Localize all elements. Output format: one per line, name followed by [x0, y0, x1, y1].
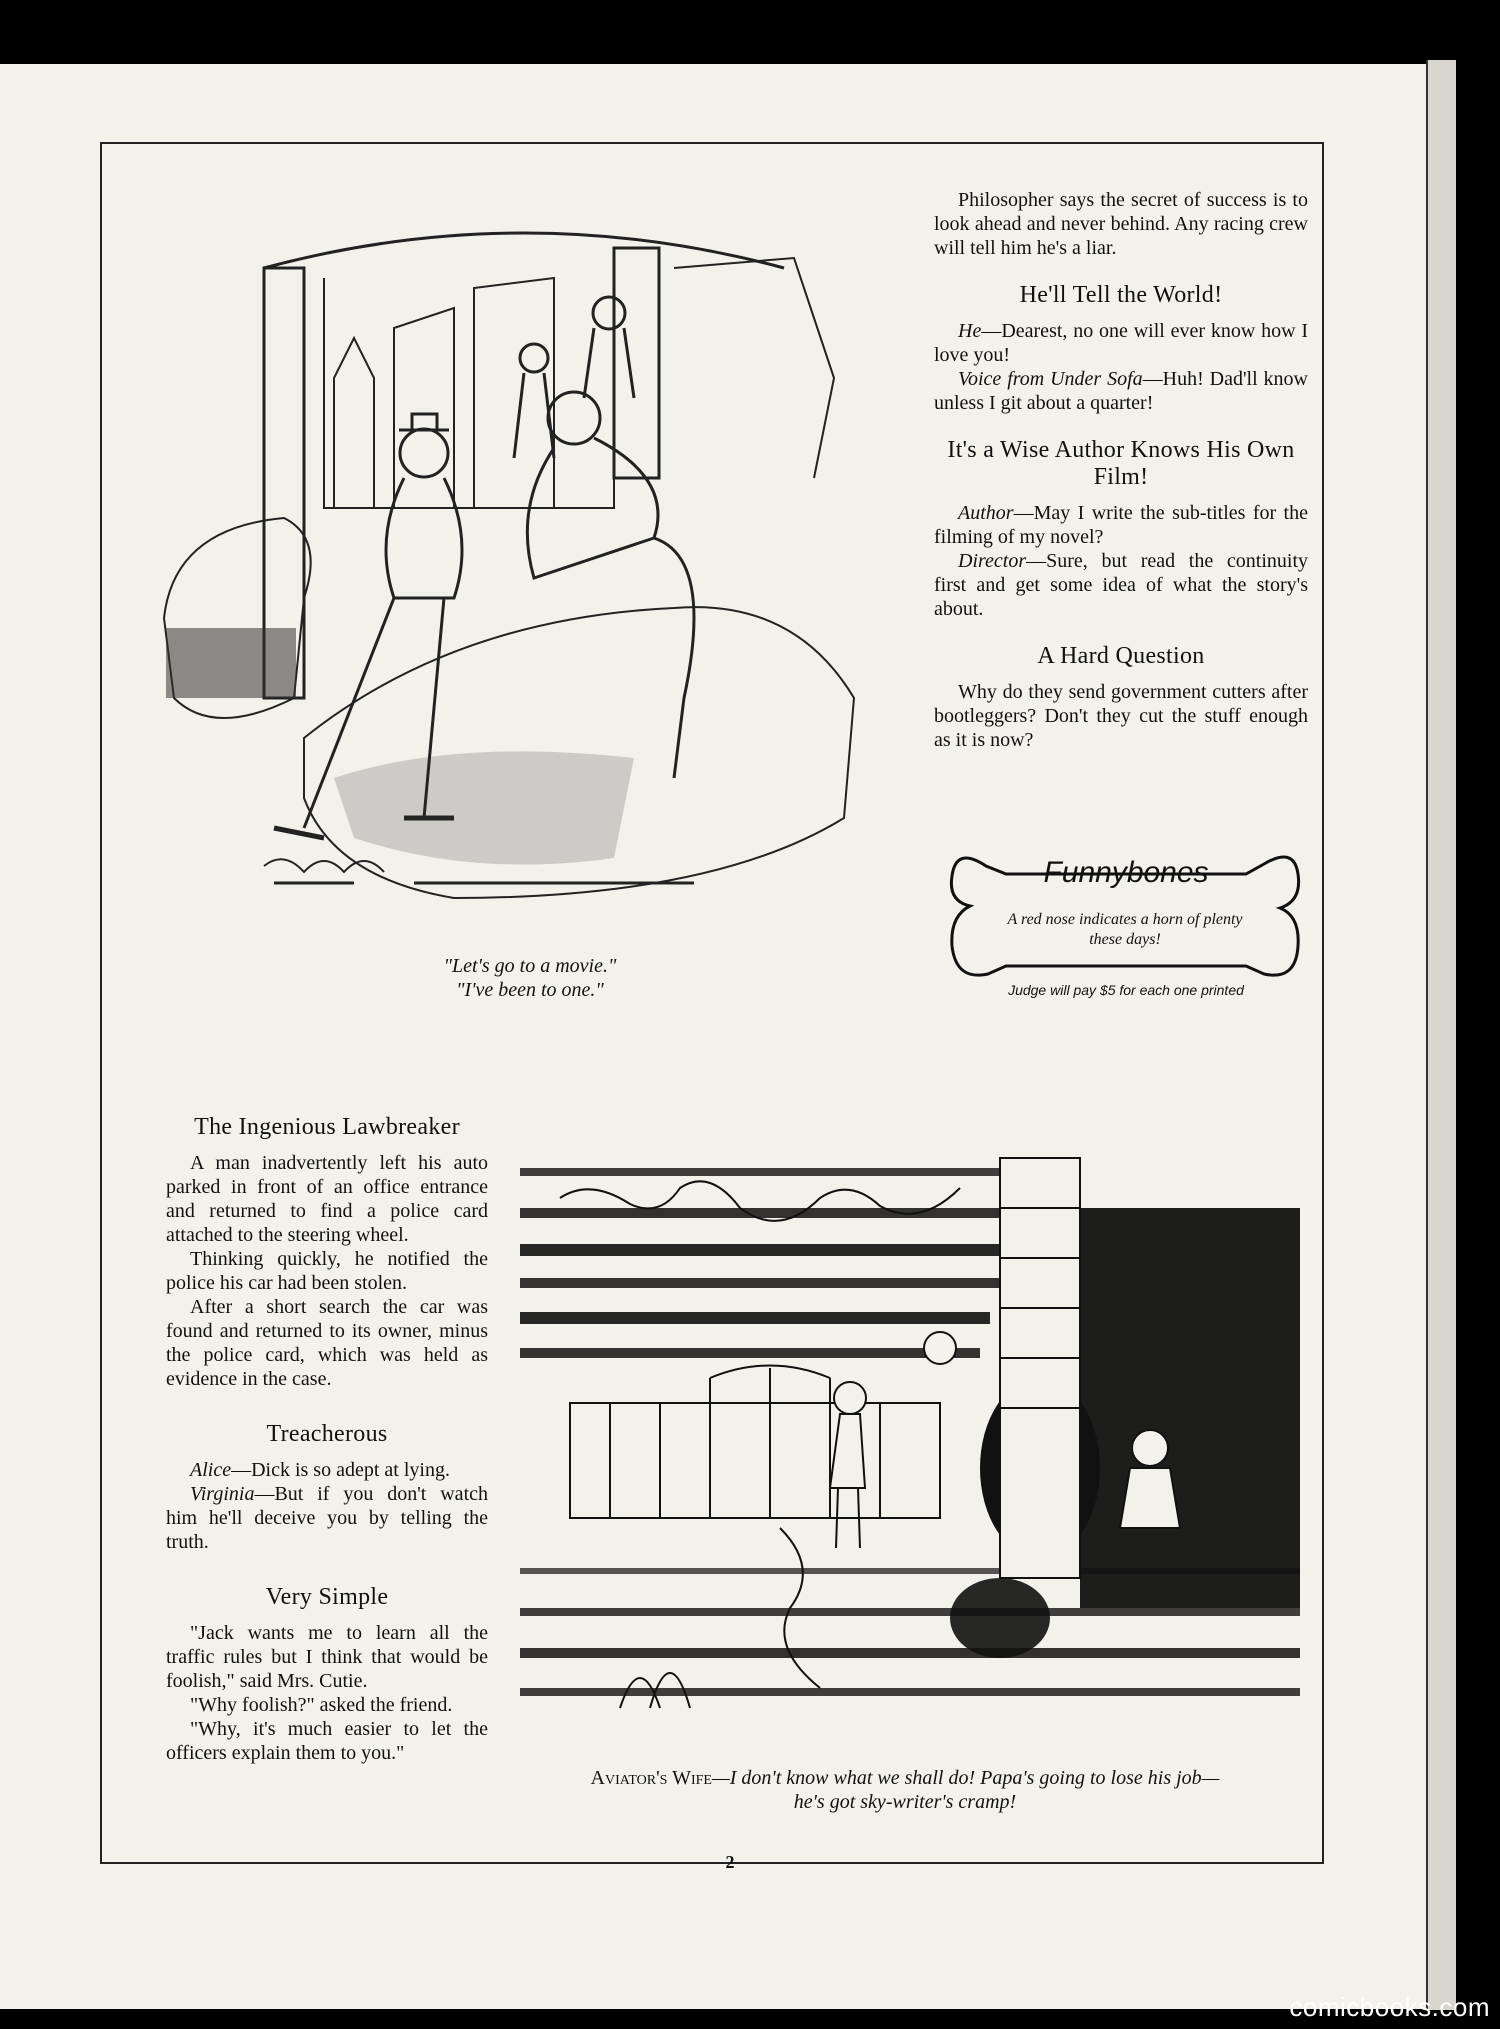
- wise-author-line-1-text: —May I write the sub-titles for the filming of my novel?: [934, 502, 1308, 548]
- speaker-alice: Alice: [190, 1459, 232, 1481]
- treacherous-line-2: [166, 1482, 488, 1554]
- ingenious-p1: A man inadvertently left his auto parked in front of an office entrance and returned to find a police card attached to the steering wheel.: [166, 1152, 488, 1246]
- cartoon-aviator-family-drawing: [520, 1148, 1300, 1716]
- aviator-caption-text-1: —I don't know what we shall do! Papa's going to lose his job—: [711, 1767, 1220, 1789]
- aviator-caption-line-2: he's got sky-writer's cramp!: [793, 1791, 1017, 1813]
- very-simple-p2: "Why foolish?" asked the friend.: [190, 1694, 453, 1716]
- watermark: comicbooks.com: [1289, 1992, 1490, 2022]
- aviator-caption-line-1: [510, 1766, 1300, 1790]
- funnybones-box: [946, 846, 1304, 1004]
- caption-line-2: "I've been to one.": [456, 979, 604, 1001]
- speaker-virginia: Virginia: [190, 1483, 255, 1505]
- speaker-voice-from-under-sofa: Voice from Under Sofa: [958, 368, 1143, 390]
- funnybones-joke: A red nose indicates a horn of plenty these days!: [1007, 911, 1243, 948]
- treacherous-line-1-text: —Dick is so adept at lying.: [231, 1459, 450, 1481]
- wise-author-line-1: [934, 501, 1308, 549]
- hard-question-text: Why do they send government cutters after bootleggers? Don't they cut the stuff enough as it is now?: [934, 681, 1308, 751]
- wise-author-line-2-text: —Sure, but read the continuity first and get some idea of what the story's about.: [934, 550, 1308, 620]
- treacherous-line-2-text: —But if you don't watch him he'll deceive you by telling the truth.: [166, 1483, 488, 1553]
- speaker-director: Director: [958, 550, 1027, 572]
- funnybones-footer: Judge will pay $5 for each one printed: [1008, 982, 1244, 998]
- hell-tell-line-1-text: —Dearest, no one will ever know how I love you!: [934, 320, 1308, 366]
- page-number: 2: [725, 1852, 735, 1872]
- cartoon-aviator-family: [520, 1148, 1300, 1716]
- hell-tell-line-2: [934, 367, 1308, 415]
- hell-tell-line-2-text: —Huh! Dad'll know unless I git about a quarter!: [934, 368, 1308, 414]
- left-column: [166, 1114, 488, 1765]
- hell-tell-line-1: [934, 319, 1308, 367]
- heading-wise-author: It's a Wise Author Knows His Own Film!: [947, 437, 1295, 490]
- very-simple-p1: "Jack wants me to learn all the traffic rules but I think that would be foolish," said Mrs. Cutie.: [166, 1622, 488, 1692]
- cartoon-club-room-drawing: [154, 178, 894, 928]
- cartoon-club-room-caption: [330, 954, 730, 1002]
- very-simple-p3: "Why, it's much easier to let the officers explain them to you.": [166, 1718, 488, 1764]
- wise-author-line-2: [934, 549, 1308, 621]
- cartoon-club-room: [154, 178, 894, 928]
- caption-line-1: "Let's go to a movie.": [443, 955, 617, 977]
- binding-edge: [1426, 60, 1456, 2010]
- right-column: [934, 188, 1308, 752]
- heading-ingenious-lawbreaker: The Ingenious Lawbreaker: [194, 1114, 460, 1140]
- treacherous-line-1: [166, 1458, 488, 1482]
- heading-hell-tell: He'll Tell the World!: [1019, 282, 1223, 308]
- heading-treacherous: Treacherous: [266, 1421, 388, 1447]
- philosopher-joke: Philosopher says the secret of success is to look ahead and never behind. Any racing crew will tell him he's a liar.: [934, 189, 1308, 259]
- speaker-aviators-wife: Aviator's Wife: [590, 1767, 712, 1789]
- funnybones-title: Funnybones: [1043, 856, 1209, 889]
- heading-very-simple: Very Simple: [265, 1584, 389, 1610]
- cartoon-aviator-caption: [510, 1766, 1300, 1814]
- ingenious-p2: Thinking quickly, he notified the police his car had been stolen.: [166, 1248, 488, 1294]
- speaker-author: Author: [958, 502, 1014, 524]
- ingenious-p3: After a short search the car was found and returned to its owner, minus the police card, which was held as evidence in the case.: [166, 1296, 488, 1390]
- speaker-he: He: [958, 320, 982, 342]
- heading-hard-question: A Hard Question: [1037, 643, 1205, 669]
